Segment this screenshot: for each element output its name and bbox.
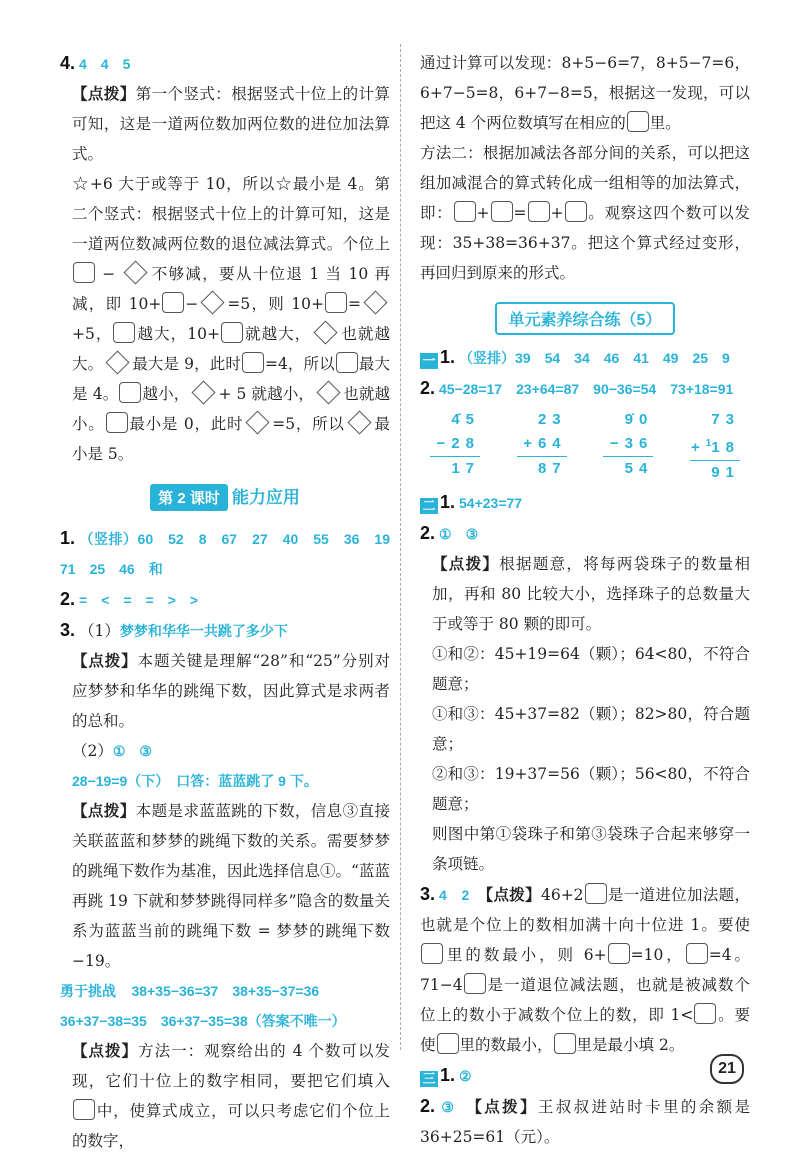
q3-part2-tip: 【点拨】本题是求蓝蓝跳的下数，信息③直接关联蓝蓝和梦梦的跳绳下数的关系。需要梦梦的跳绳下数作为基准，因此选择信息①。“蓝蓝再跳 19 下就和梦梦跳得同样多”隐含的数量关系为蓝蓝当前的跳绳下数 = 梦梦的跳绳下数 −19。 <box>72 801 390 970</box>
square-blank-icon <box>554 1033 576 1054</box>
s1-q1: 一 1. （竖排）39 54 34 46 41 49 25 9 <box>420 342 750 373</box>
diamond-blank-icon <box>192 380 216 404</box>
square-blank-icon <box>491 201 513 222</box>
q3-part2-calc: 28−19=9（下） 口答：蓝蓝跳了 9 下。 <box>72 773 318 789</box>
diamond-blank-icon <box>124 260 148 284</box>
q3-part1-tip: 【点拨】本题关键是理解“28”和“25”分别对应梦梦和华华的跳绳下数，因此算式是求两者的总和。 <box>72 651 390 730</box>
s2-q2: 2. ① ③ <box>420 523 479 543</box>
s3-q1: 三 1. ② <box>420 1060 750 1091</box>
square-blank-icon <box>694 1003 716 1024</box>
square-blank-icon <box>437 1033 459 1054</box>
q1-answer: 1. （竖排）60 52 8 67 27 40 55 36 19 71 25 46 和 <box>60 528 404 577</box>
vertical-calc-4: 73 +$^1$18 91 <box>690 408 740 485</box>
square-blank-icon <box>113 322 135 343</box>
challenge-line-2: 36+37−38=35 36+37−35=38（答案不唯一） <box>60 1013 346 1029</box>
square-blank-icon <box>565 201 587 222</box>
column-divider <box>400 44 401 1050</box>
q2-answer: 2. = < = = > > <box>60 589 199 609</box>
page-number: 21 <box>710 1054 744 1084</box>
q4-tip: 【点拨】第一个竖式：根据竖式十位上的计算可知，这是一道两位数加两位数的进位加法算式。 ☆+6 大于或等于 10，所以☆最小是 4。第二个竖式：根据竖式十位上的计算可知，这是一道两位数减两位数的退位减法算式。个位上 − 不够减，要从十位退 1 当 10 再减，即 10+ − =5，则 10+ =+5， 越大，10+ 就越大， 也就越大。 最大是 9，此时 =4，所以 最大是 4。 越小， + 5 就越小， 也就越小。 最小是 0，此时 =5，所以 最小是 5。 <box>72 84 391 463</box>
square-blank-icon <box>585 883 607 904</box>
method2: 方法二：根据加减法各部分间的关系，可以把这组加减混合的算式转化成一组相等的加法算式，即： + = + 。观察这四个数可以发现：35+38=36+37。把这个算式经过变形，再回归到原来的形式。 <box>420 144 750 282</box>
square-blank-icon <box>119 382 141 403</box>
diamond-blank-icon <box>106 350 130 374</box>
square-blank-icon <box>162 292 184 313</box>
diamond-blank-icon <box>347 410 371 434</box>
square-blank-icon <box>608 943 630 964</box>
challenge-line-1: 勇于挑战 38+35−36=37 38+35−37=36 <box>60 983 320 999</box>
s3-q2: 2. ③ 【点拨】王叔叔进站时卡里的余额是 36+25=61（元）。 <box>420 1096 750 1146</box>
square-blank-icon <box>73 1099 95 1120</box>
diamond-blank-icon <box>246 410 270 434</box>
square-blank-icon <box>106 412 128 433</box>
s2-q2-line-2: ①和③：45+37=82（颗）；82>80，符合题意； <box>432 705 750 753</box>
square-blank-icon <box>73 262 95 283</box>
left-column <box>60 48 404 1156</box>
s2-q2-line-3: ②和③：19+37=56（颗）；56<80，不符合题意； <box>432 765 750 813</box>
vertical-calc-1: 4̇5 −28 17 <box>430 408 480 485</box>
s2-q3: 3. 4 2 【点拨】46+2 是一道进位加法题，也就是个位上的数相加满十向十位进 1。要使里的数最小，则 6+ =10， =4。71−4 是一道退位减法题，也就是被减数个位上的数小于减数个位上的数，即 1< 。要使 里的数最小， 里是最小填 2。 <box>420 884 750 1054</box>
unit-banner: 单元素养综合练（5） <box>420 302 750 336</box>
square-blank-icon <box>325 292 347 313</box>
square-blank-icon <box>336 352 358 373</box>
q4-answer-line: 4. 4 4 5 <box>60 53 131 73</box>
vertical-calc-2: 23 +64 87 <box>517 408 567 485</box>
square-blank-icon <box>464 973 486 994</box>
square-blank-icon <box>528 201 550 222</box>
s2-q2-line-4: 则图中第①袋珠子和第③袋珠子合起来够穿一条项链。 <box>432 825 750 873</box>
q3-part2: （2）① ③ <box>72 742 152 760</box>
q3-part1: 3. （1）梦梦和华华一共跳了多少下 <box>60 620 288 640</box>
star-icon: ☆ <box>72 173 90 195</box>
s2-q2-tip: 【点拨】根据题意，将每两袋珠子的数量相加，再和 80 比较大小，选择珠子的总数量大于或等于 80 颗的即可。 <box>432 554 750 633</box>
right-column <box>420 48 750 1152</box>
square-blank-icon <box>221 322 243 343</box>
square-blank-icon <box>454 201 476 222</box>
s2-q1: 二 1. 54+23=77 <box>420 487 750 518</box>
method1-continued: 通过计算可以发现：8+5−6=7，8+5−7=6，6+7−5=8，6+7−8=5，根据这一发现，可以把这 4 个两位数填写在相应的 里。 <box>420 54 750 132</box>
diamond-blank-icon <box>314 320 338 344</box>
diamond-blank-icon <box>363 290 387 314</box>
square-blank-icon <box>421 943 443 964</box>
lesson-banner: 第 2 课时 能力应用 <box>60 483 390 517</box>
square-blank-icon <box>242 352 264 373</box>
vertical-calculations <box>420 408 750 485</box>
diamond-blank-icon <box>317 380 341 404</box>
s2-q2-line-1: ①和②：45+19=64（颗）；64<80，不符合题意； <box>432 645 750 693</box>
square-blank-icon <box>686 943 708 964</box>
diamond-blank-icon <box>201 290 225 314</box>
s1-q2: 2. 45−28=17 23+64=87 90−36=54 73+18=91 <box>420 378 734 398</box>
vertical-calc-3: 9̇0 −36 54 <box>603 408 653 485</box>
square-blank-icon <box>627 111 649 132</box>
challenge-tip: 【点拨】方法一：观察给出的 4 个数可以发现，它们十位上的数字相同，要把它们填入中，使算式成立，可以只考虑它们个位上的数字， <box>72 1041 390 1150</box>
star-icon: ☆ <box>275 173 293 195</box>
